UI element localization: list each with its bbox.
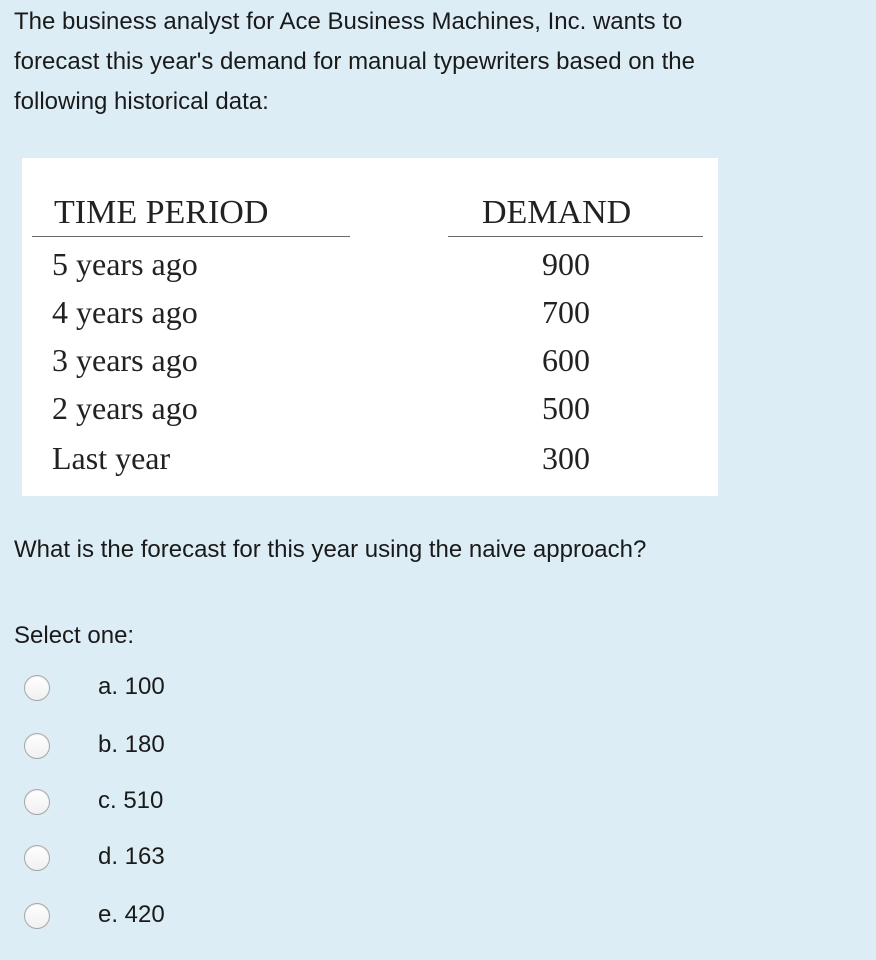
answer-option-d[interactable] [24,841,424,877]
historical-data-table [22,158,718,496]
table-row-period: 4 years ago [52,294,198,330]
radio-button-icon[interactable] [24,733,50,759]
table-row-period: 3 years ago [52,342,198,378]
select-one-label: Select one: [14,622,135,649]
table-row-period: 2 years ago [52,390,198,426]
header-rule-demand [448,236,703,237]
table-row-demand: 900 [542,246,590,282]
question-line-1: The business analyst for Ace Business Machines, Inc. wants to [14,8,683,35]
answer-option-label: e. 420 [98,901,165,928]
column-header-time-period: TIME PERIOD [54,194,269,231]
table-row-demand: 500 [542,390,590,426]
answer-option-c[interactable] [24,785,424,821]
table-row-period: 5 years ago [52,246,198,282]
answer-option-a[interactable] [24,671,424,707]
question-line-2: forecast this year's demand for manual typewriters based on the [14,48,695,75]
answer-option-b[interactable] [24,729,424,765]
column-header-demand: DEMAND [482,194,632,231]
radio-button-icon[interactable] [24,903,50,929]
table-row-demand: 600 [542,342,590,378]
answer-option-label: b. 180 [98,731,165,758]
question-text [14,2,854,122]
answer-option-label: c. 510 [98,787,164,814]
table-row-period: Last year [52,440,171,476]
answer-option-label: a. 100 [98,673,165,700]
radio-button-icon[interactable] [24,789,50,815]
table-row-demand: 700 [542,294,590,330]
question-prompt: What is the forecast for this year using the naive approach? [14,536,647,563]
header-rule-period [32,236,350,237]
radio-button-icon[interactable] [24,675,50,701]
table-row-demand: 300 [542,440,590,476]
answer-option-label: d. 163 [98,843,165,870]
question-line-3: following historical data: [14,88,269,115]
answer-option-e[interactable] [24,899,424,935]
radio-button-icon[interactable] [24,845,50,871]
